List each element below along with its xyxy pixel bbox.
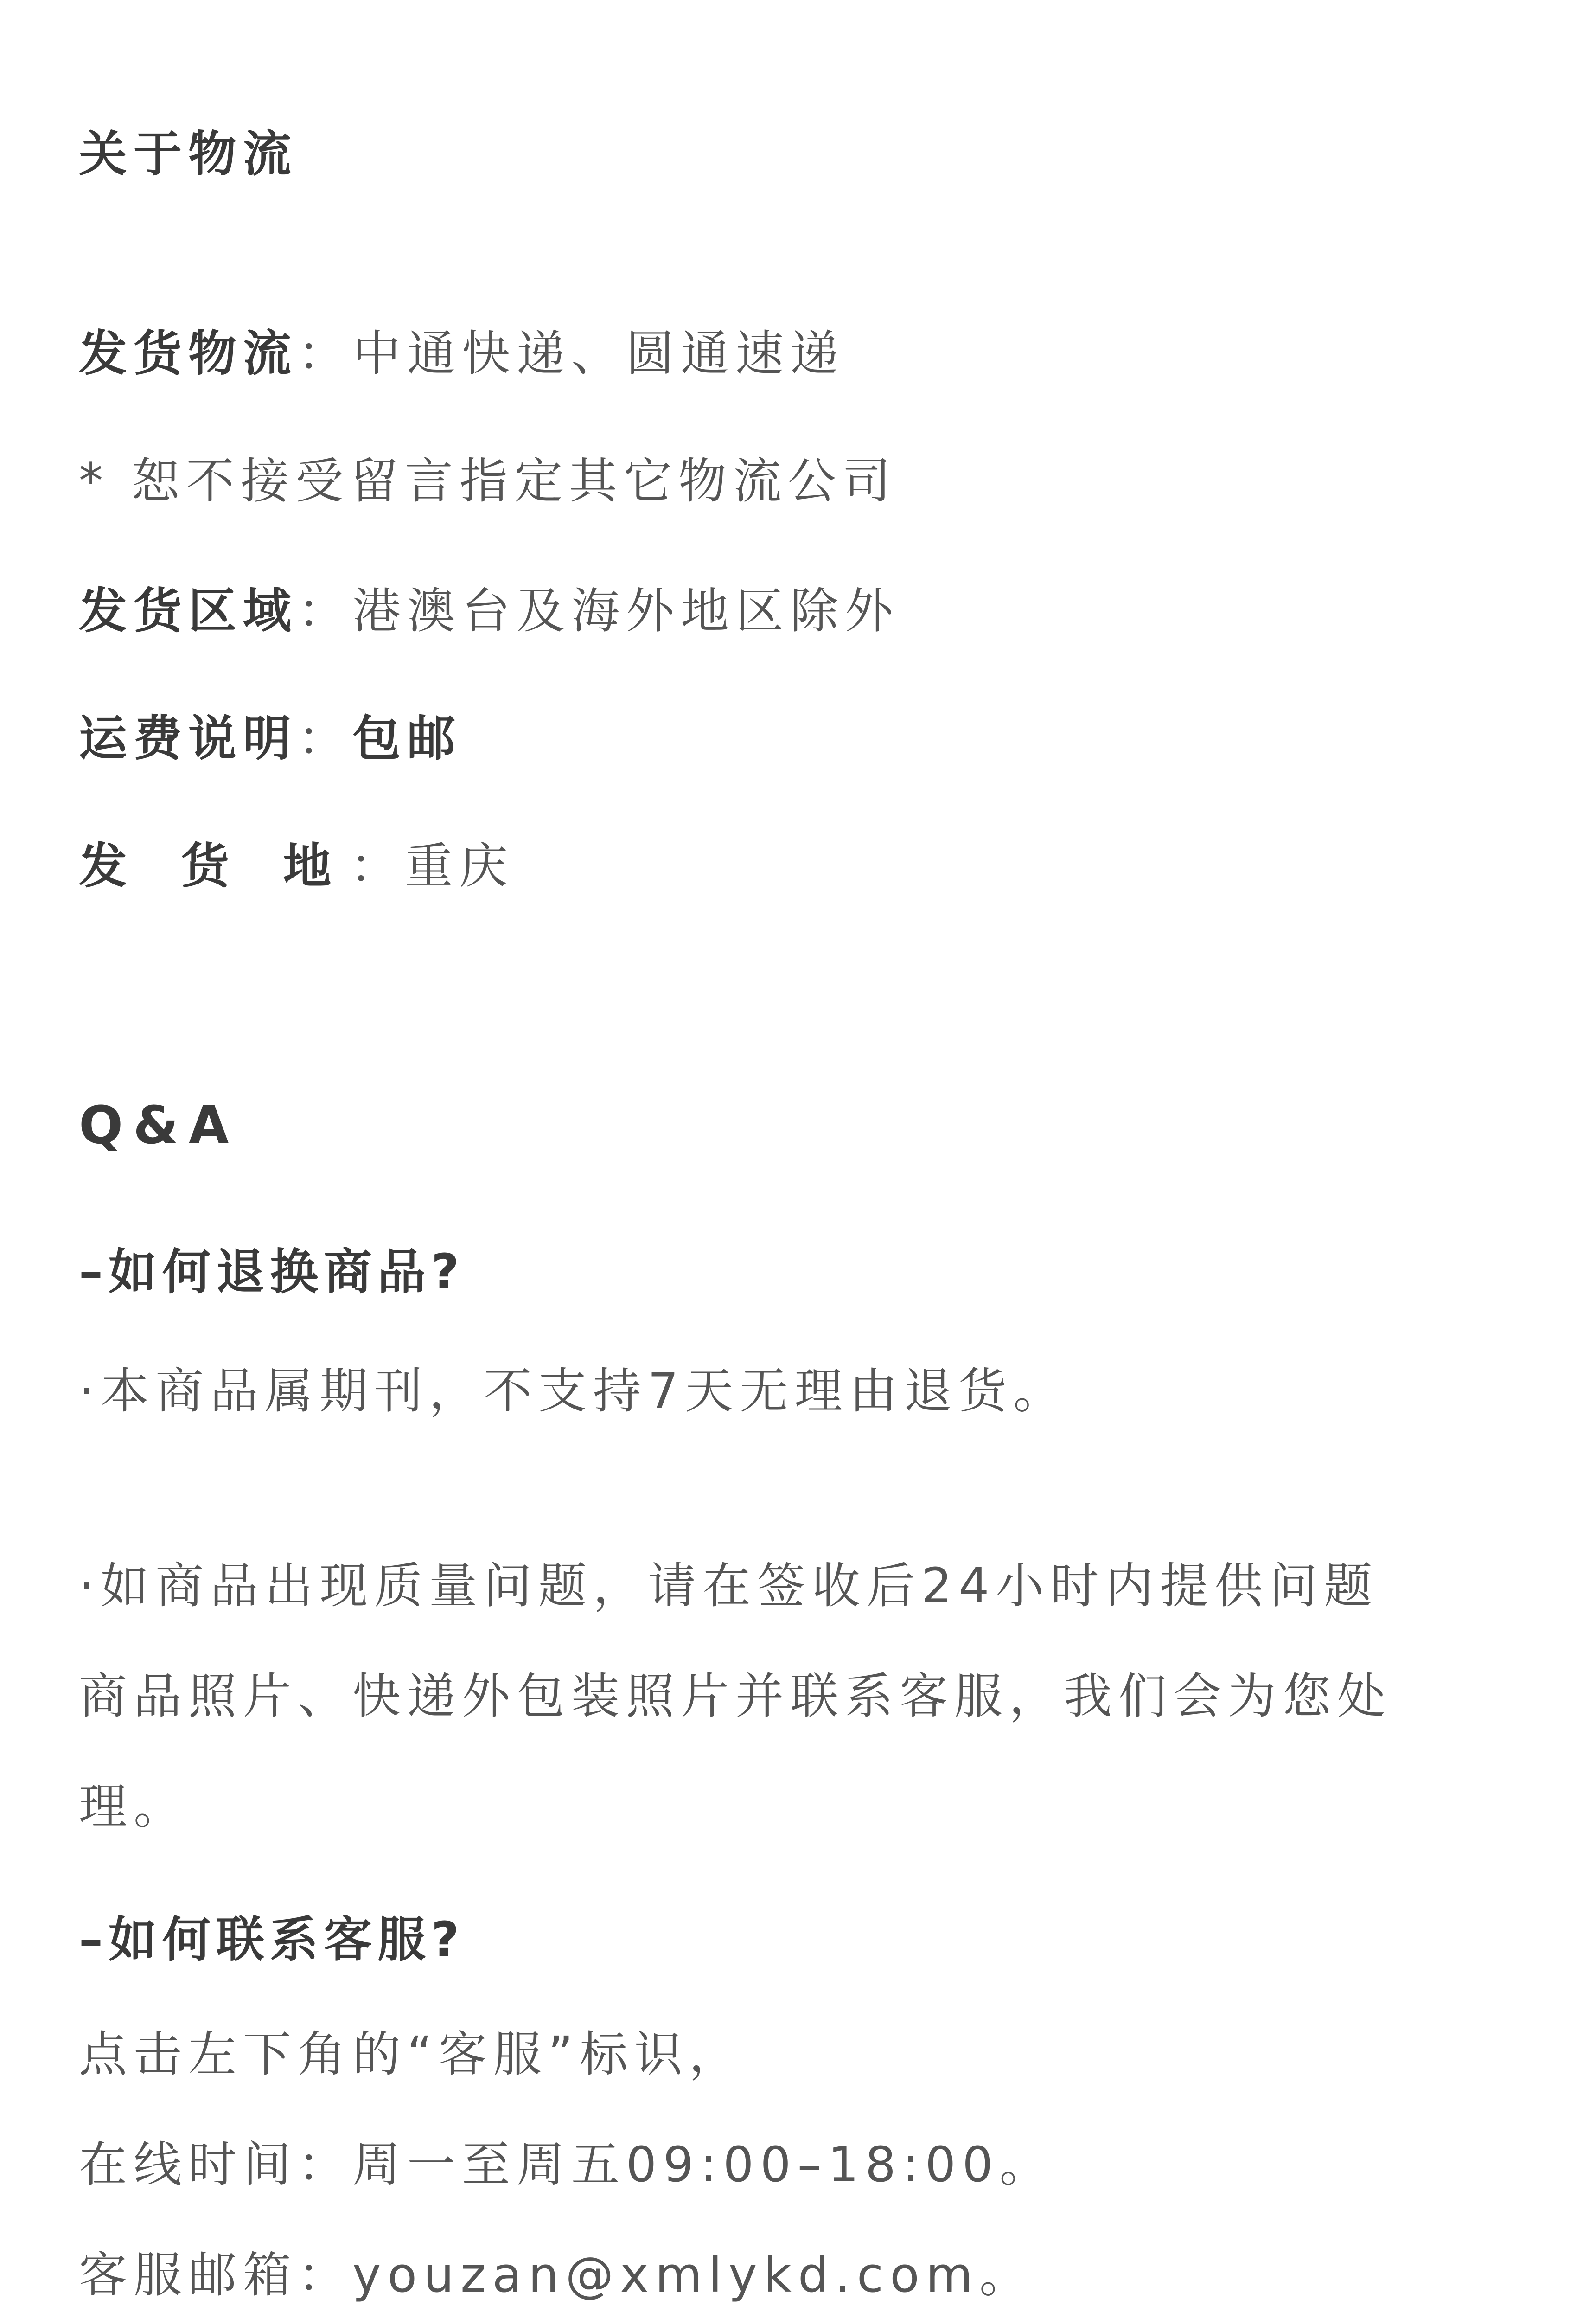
answer-line: ·如商品出现质量问题，请在签收后24小时内提供问题 bbox=[79, 1557, 1379, 1614]
answer-line: 商品照片、快递外包装照片并联系客服，我们会为您处 bbox=[79, 1668, 1392, 1724]
answer-line: 理。 bbox=[79, 1778, 189, 1835]
qa-answer-quality-issue bbox=[79, 1531, 1521, 1862]
qa-question-contact: –如何联系客服? bbox=[79, 1911, 465, 1968]
answer-line: 客服邮箱：youzan@xmlykd.com。 bbox=[79, 2247, 1034, 2303]
shipping-fee-label: 运费说明 bbox=[79, 710, 298, 767]
ship-area-label: 发货区域 bbox=[79, 583, 298, 639]
shipping-fee-separator: ： bbox=[298, 710, 353, 767]
ship-area-row bbox=[79, 582, 900, 640]
qa-answer-returns bbox=[79, 1336, 1521, 1446]
qa-answer-contact bbox=[79, 1999, 1521, 2319]
qa-title: Q&A bbox=[79, 1095, 239, 1156]
ship-origin-row bbox=[79, 837, 514, 895]
ship-carrier-value: 中通快递、圆通速递 bbox=[352, 325, 845, 382]
answer-line: 点击左下角的“客服”标识， bbox=[79, 2026, 744, 2082]
ship-carrier-separator: ： bbox=[298, 325, 353, 382]
ship-carrier-label: 发货物流 bbox=[79, 325, 298, 382]
ship-origin-label: 发 货 地 bbox=[79, 838, 350, 894]
ship-origin-separator: ： bbox=[350, 838, 405, 894]
ship-carrier-row bbox=[79, 325, 845, 383]
logistics-notice: * 恕不接受留言指定其它物流公司 bbox=[79, 453, 898, 509]
answer-line: ·本商品属期刊，不支持7天无理由退货。 bbox=[79, 1363, 1068, 1419]
ship-area-separator: ： bbox=[298, 583, 353, 639]
shipping-fee-value: 包邮 bbox=[352, 710, 462, 767]
ship-area-value: 港澳台及海外地区除外 bbox=[352, 583, 900, 639]
ship-origin-value: 重庆 bbox=[404, 838, 514, 894]
logistics-heading: 关于物流 bbox=[79, 126, 298, 182]
shipping-fee-row bbox=[79, 710, 462, 768]
answer-line: 在线时间：周一至周五09:00–18:00。 bbox=[79, 2136, 1054, 2193]
qa-question-returns: –如何退换商品? bbox=[79, 1243, 465, 1300]
